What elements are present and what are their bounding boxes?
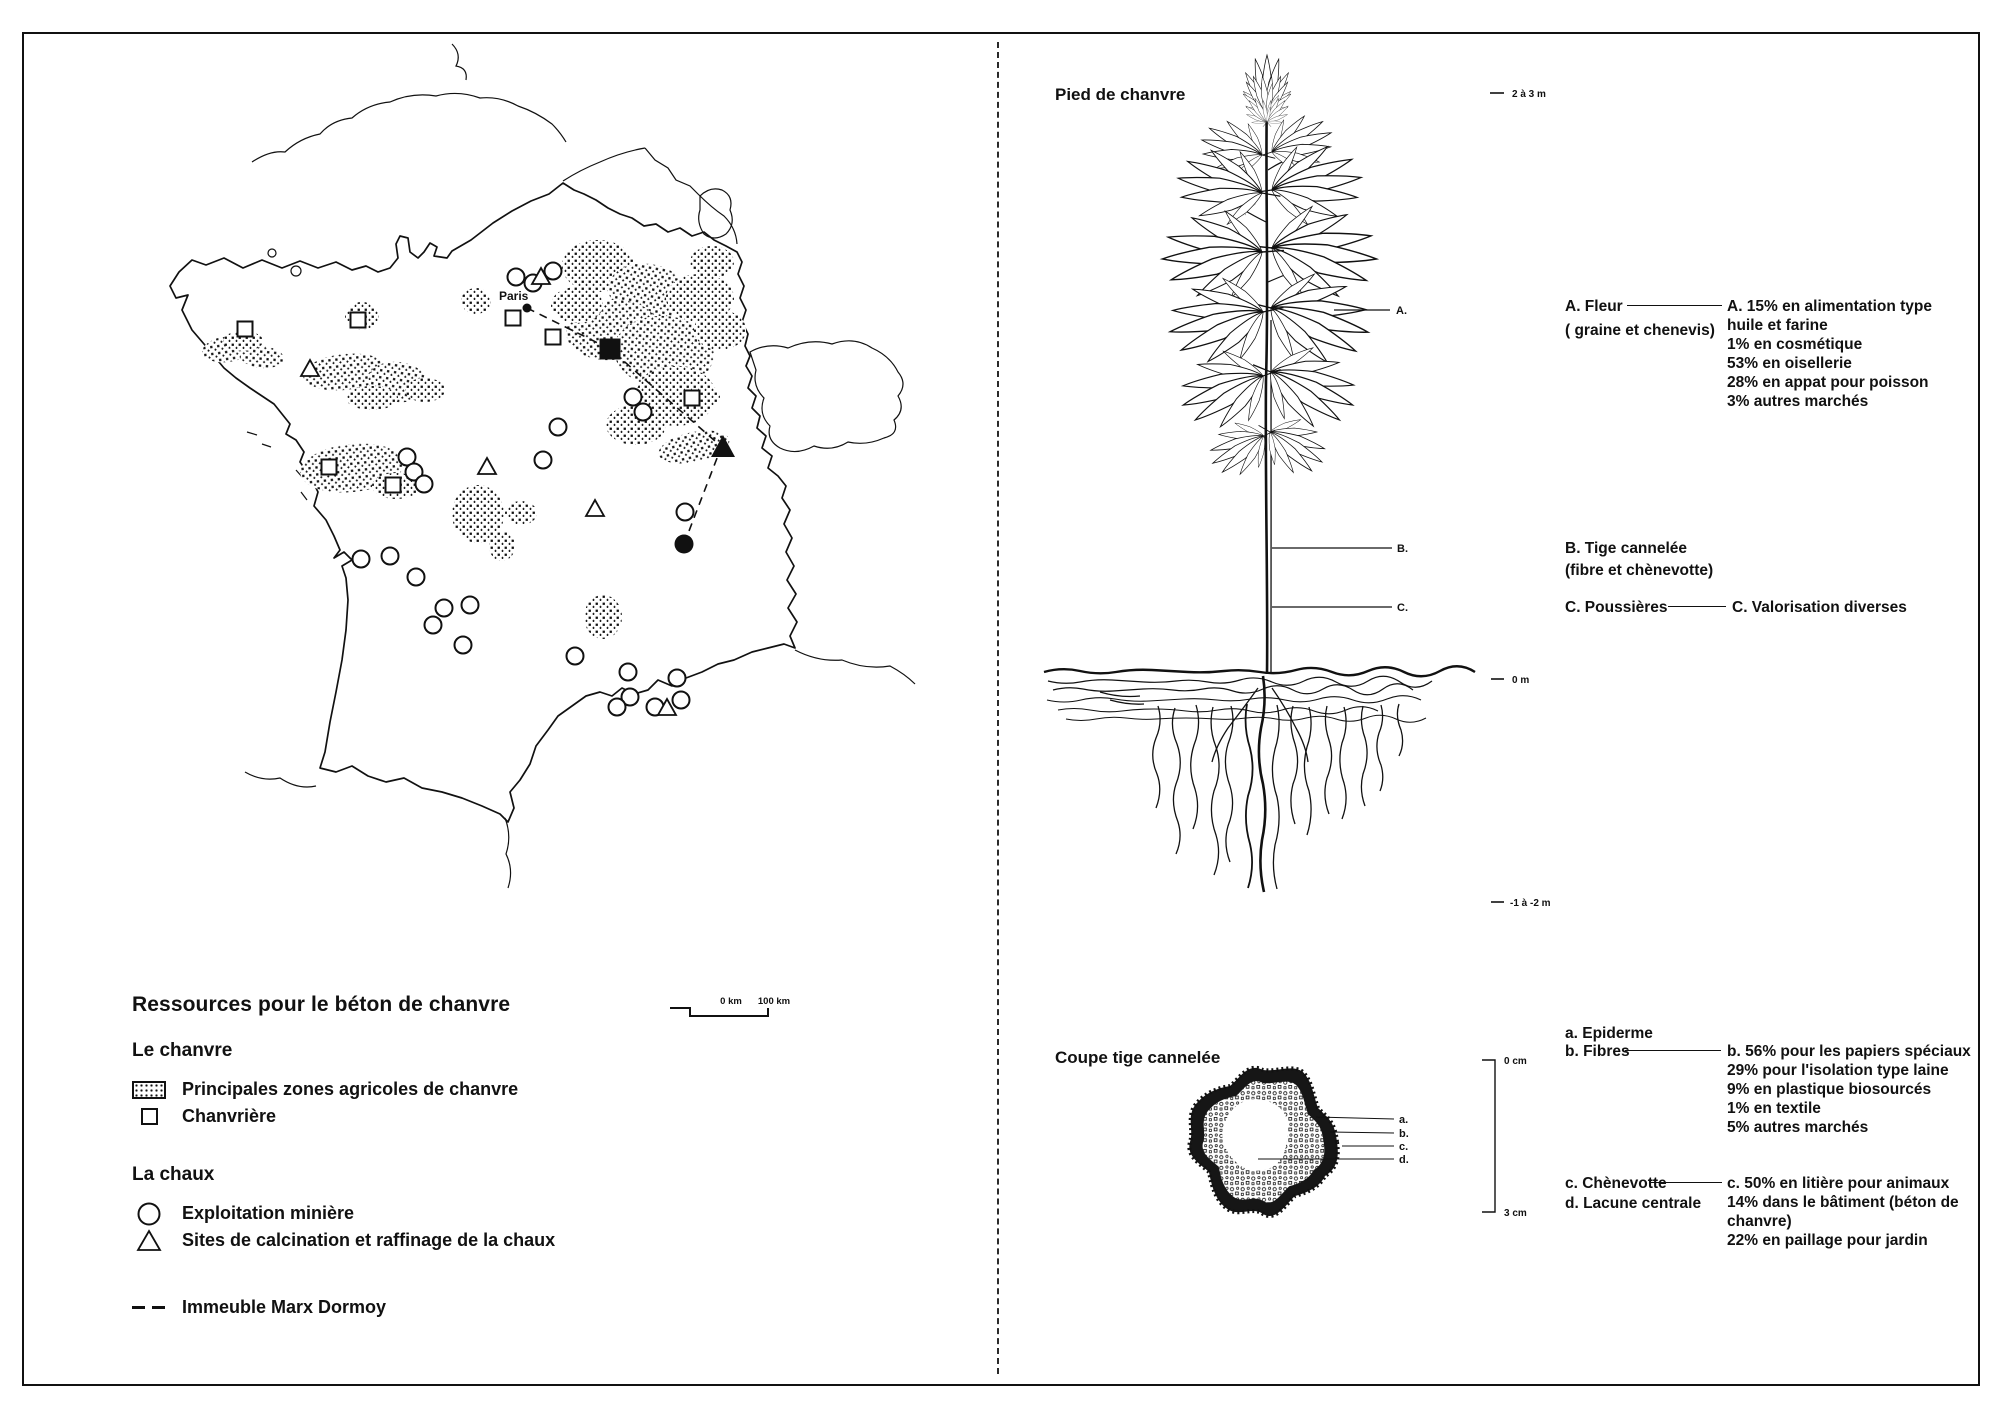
cs-annotation-d-label: d. Lacune centrale [1565,1195,1702,1212]
calcination-triangle-symbol [586,500,604,516]
chanvriere-filled-square-symbol [600,339,621,360]
cs-marker-c: c. [1399,1141,1409,1153]
marx-dormoy-route-line [684,453,719,544]
annotation-a-label-line2: ( graine et chenevis) [1565,322,1715,339]
chanvriere-square-symbol [238,322,253,337]
hemp-zone [461,288,491,314]
legend-heading-chanvre: Le chanvre [132,1040,233,1061]
chanvriere-square-symbol [546,330,561,345]
plant-scale-bottom: -1 à -2 m [1510,898,1551,909]
root-strands [1100,676,1403,892]
hemp-plant-drawing [1159,55,1381,674]
triangle-swatch-icon [135,1228,163,1253]
scale-right-label: 100 km [757,996,791,1007]
mine-circle-symbol [567,648,584,665]
dashed-line-swatch-icon [132,1306,145,1309]
hatch-swatch-icon [132,1081,166,1099]
stem-cross-section-drawing [1189,1068,1337,1216]
legend-item-route [132,1294,852,1321]
cs-annotation-b-leader-line [1625,1050,1721,1051]
text-line: b. 56% pour les papiers spéciaux [1727,1043,1971,1060]
cs-scale-bottom: 3 cm [1504,1208,1527,1219]
mine-circle-symbol [620,664,637,681]
cs-annotation-c-leader-line [1650,1182,1722,1183]
mine-circle-symbol [535,452,552,469]
plant-scale-top: 2 à 3 m [1512,89,1546,100]
hemp-zone [489,531,515,561]
chanvriere-square-symbol [685,391,700,406]
legend-item-zones [132,1076,852,1103]
mine-circle-symbol [408,569,425,586]
plant-title: Pied de chanvre [1055,85,1186,104]
scale-left-label: 0 km [720,996,742,1007]
text-line: 1% en cosmétique [1727,336,1863,353]
mine-circle-symbol [625,389,642,406]
text-line: 14% dans le bâtiment (béton de [1727,1194,1959,1211]
hemp-zone [584,595,622,639]
cs-annotation-c-label: c. Chènevotte [1565,1175,1667,1192]
square-swatch-icon [141,1108,158,1125]
cs-annotation-b-value [1727,1042,1971,1137]
plant-marker-c: C. [1397,602,1408,614]
chanvriere-square-symbol [351,313,366,328]
text-line: 5% autres marchés [1727,1119,1869,1136]
map-legend [132,1040,852,1321]
cs-annotation-b-label: b. Fibres [1565,1043,1630,1060]
plant-marker-a: A. [1396,305,1407,317]
calcination-triangle-symbol [478,458,496,474]
annotation-a-label-line1: A. Fleur [1565,298,1623,315]
text-line: 3% autres marchés [1727,393,1869,410]
hemp-zone [505,501,537,525]
mine-circle-symbol [425,617,442,634]
text-line: 22% en paillage pour jardin [1727,1232,1928,1249]
text-line: c. 50% en litière pour animaux [1727,1175,1950,1192]
mine-circle-symbol [635,404,652,421]
legend-item-mine [132,1200,852,1227]
map-scale-bar [670,996,790,1016]
legend-heading-chaux: La chaux [132,1164,215,1185]
text-line: chanvre) [1727,1213,1792,1230]
text-line: A. 15% en alimentation type [1727,298,1932,315]
legend-item-label: Immeuble Marx Dormoy [182,1297,387,1317]
mine-circle-symbol [673,692,690,709]
text-line: 53% en oisellerie [1727,355,1852,372]
text-line: 28% en appat pour poisson [1727,374,1929,391]
hemp-zone [405,378,445,402]
cs-annotation-c-value [1727,1174,1959,1250]
cs-marker-a: a. [1399,1114,1409,1126]
hemp-zone [694,310,746,350]
mine-circle-symbol [353,551,370,568]
legend-item-label: Principales zones agricoles de chanvre [182,1079,519,1099]
cs-scale-top: 0 cm [1504,1056,1527,1067]
chanvriere-square-symbol [386,478,401,493]
annotation-c-value: C. Valorisation diverses [1732,599,1907,616]
text-line: huile et farine [1727,317,1828,334]
map-title: Ressources pour le béton de chanvre [132,993,511,1016]
mine-filled-circle-symbol [675,535,694,554]
hemp-zone [690,246,734,278]
annotation-a-value [1727,297,1932,411]
text-line: 29% pour l'isolation type laine [1727,1062,1949,1079]
mine-circle-symbol [416,476,433,493]
plant-scale-ticks [1490,93,1504,902]
mine-circle-symbol [508,269,525,286]
dashed-line-swatch-icon [152,1306,165,1309]
plant-marker-b: B. [1397,543,1408,555]
leaves [1159,106,1381,487]
cs-scale-bracket [1482,1060,1495,1212]
mine-circle-symbol [382,548,399,565]
cs-marker-b: b. [1399,1128,1409,1140]
chanvriere-square-symbol [322,460,337,475]
mine-circle-symbol [550,419,567,436]
mine-circle-symbol [462,597,479,614]
annotation-a-leader-line [1627,305,1722,306]
hemp-zone [346,386,398,410]
plant-scale-ground: 0 m [1512,675,1530,686]
legend-item-label: Sites de calcination et raffinage de la chaux [182,1230,556,1250]
legend-item-calcination [132,1227,852,1254]
legend-item-label: Chanvrière [182,1106,277,1126]
mine-circle-symbol [436,600,453,617]
hemp-zones-layer [200,240,746,639]
mine-circle-symbol [677,504,694,521]
legend-item-label: Exploitation minière [182,1203,355,1223]
cs-annotation-a-label: a. Epiderme [1565,1025,1653,1042]
paris-dot [523,304,532,313]
annotation-b-label-line2: (fibre et chènevotte) [1565,562,1714,579]
circle-swatch-icon [136,1201,162,1227]
mine-circle-symbol [669,670,686,687]
cross-section-title: Coupe tige cannelée [1055,1048,1221,1067]
mine-circle-symbol [609,699,626,716]
annotation-b-label-line1: B. Tige cannelée [1565,540,1688,557]
soil-and-roots [1044,666,1475,892]
text-line: 1% en textile [1727,1100,1821,1117]
legend-item-chanvriere [132,1103,852,1130]
text-line: 9% en plastique biosourcés [1727,1081,1932,1098]
mine-circle-symbol [455,637,472,654]
annotation-c-label: C. Poussières [1565,599,1668,616]
paris-label: Paris [499,289,529,303]
annotation-c-leader-line [1668,606,1726,607]
cs-marker-d: d. [1399,1154,1409,1166]
hemp-zone [551,287,603,323]
chanvriere-square-symbol [506,311,521,326]
